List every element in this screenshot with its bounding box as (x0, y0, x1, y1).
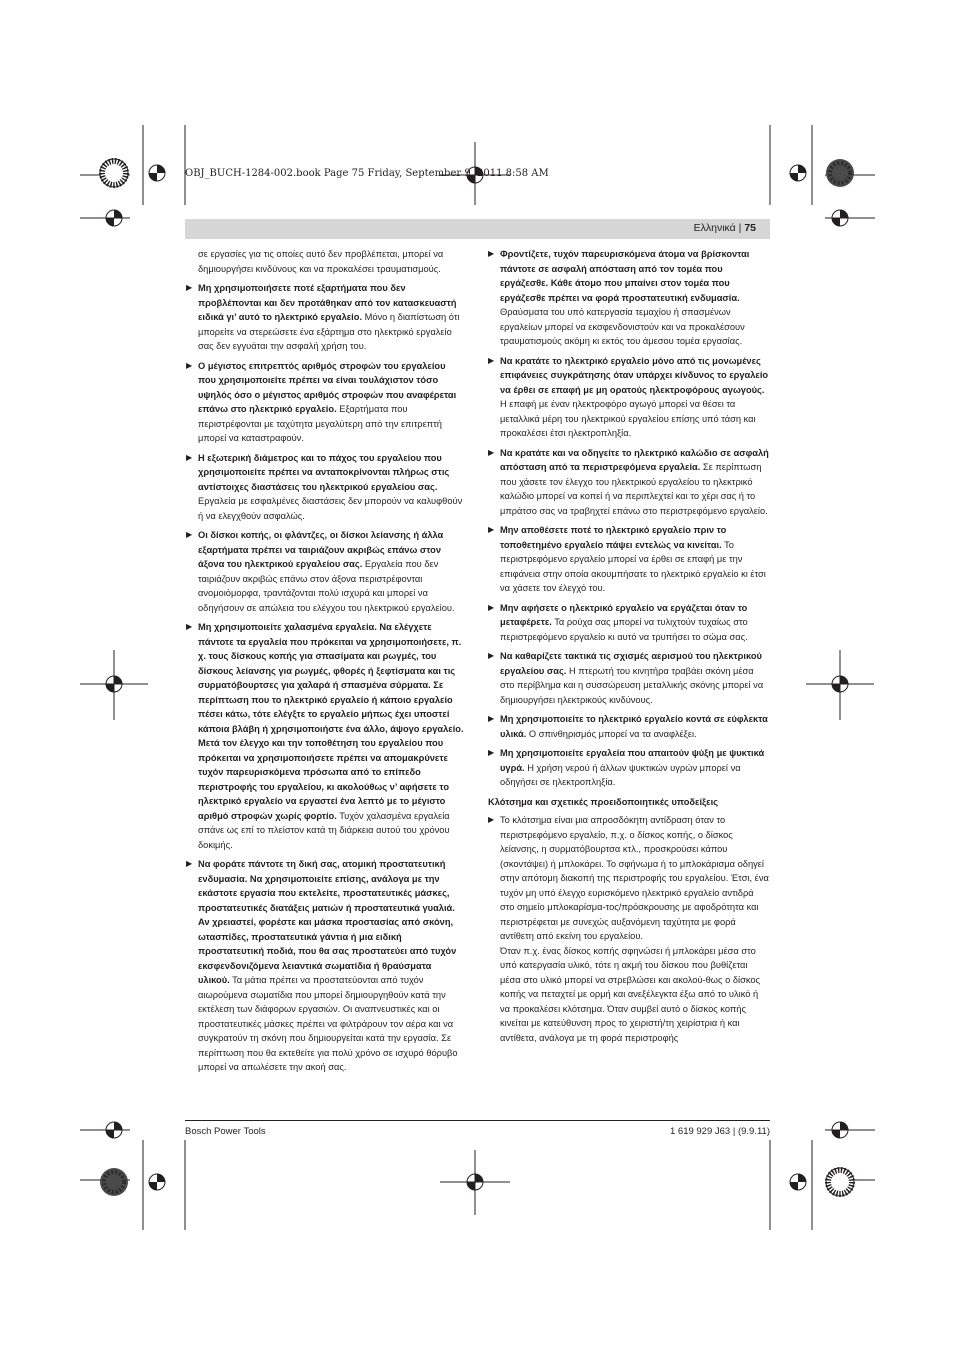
kickback-example-paragraph: Όταν π.χ. ένας δίσκος κοπής σφηνώσει ή μπλοκάρει μέσα στο υπό κατεργασία υλικό, τότε η ακμή του δίσκου που βυθίζεται μέσα στο υλικό μπορεί να στρεβλώσει και ακολού-θως ο δίσκος κοπής να πεταχτεί με ορμή και ανεξέλεγκτα έξω από το υλικό ή να προκαλέσει κλότσημα. Όταν συμβεί αυτό ο δίσκος κοπής κινείται με κατεύθυνση προς το χειριστή/τη χειρίστρια ή και αντίθετα, ανάλογα με τη φορά περιστροφής (500, 945, 761, 1043)
item-text: Σε περίπτωση που χάσετε τον έλεγχο του ηλεκτρικού εργαλείου το ηλεκτρικό καλώδιο μπορεί να κοπεί ή να περιπλεχτεί και το χέρι σας ή το μπράτσο σας να τραβηχτεί επάνω στο περιστρεφόμενο εργαλείο. (500, 462, 768, 516)
header-separator: | (738, 222, 742, 234)
item-bold-text: Μη χρησιμοποιείτε εργαλεία που απαιτούν ψύξη με ψυκτικά υγρά. (500, 748, 765, 773)
list-item (488, 247, 770, 349)
item-bold-text: Να κρατάτε το ηλεκτρικό εργαλείο μόνο από τις μονωμένες επιφάνειες συγκράτησης όταν υπάρχει κίνδυνος το εργαλείο να έρθει σε επαφή με μη ορατούς ηλεκτροφόρους αγωγούς. (500, 355, 769, 395)
running-header (185, 219, 770, 239)
list-item (488, 649, 770, 707)
bullet-triangle-icon: ▶ (186, 622, 193, 631)
bullet-triangle-icon: ▶ (488, 602, 495, 612)
print-slug-line: OBJ_BUCH-1284-002.book Page 75 Friday, September 9, 2011 8:58 AM (185, 168, 549, 179)
item-text: Θραύσματα του υπό κατεργασία τεμαχίου ή σπασμένων εργαλείων μπορεί να εκσφενδονιστούν και να προκαλέσουν τραυματισμούς ακόμη κι εκτός του άμεσου τομέα εργασίας. (500, 307, 745, 346)
item-text: Εργαλεία με εσφαλμένες διαστάσεις δεν μπορούν να καλυφθούν ή να ελεγχθούν ασφαλώς. (198, 496, 463, 521)
item-bold-text: Να καθαρίζετε τακτικά τις σχισμές αερισμού του ηλεκτρικού εργαλείου σας. (500, 651, 762, 676)
right-column (488, 247, 770, 1045)
list-item (186, 528, 464, 615)
footer-doc-number: 1 619 929 J63 | (9.9.11) (669, 1126, 770, 1137)
bullet-triangle-icon: ▶ (186, 283, 193, 292)
item-text: Η χρήση νερού ή άλλων ψυκτικών υγρών μπορεί να οδηγήσει σε ηλεκτροπληξία. (500, 762, 741, 787)
left-column (186, 247, 464, 1080)
bullet-triangle-icon: ▶ (186, 360, 193, 370)
bullet-triangle-icon: ▶ (488, 815, 495, 824)
list-item (186, 451, 464, 524)
bullet-triangle-icon: ▶ (488, 525, 495, 534)
item-bold-text: Να κρατάτε και να οδηγείτε το ηλεκτρικό καλώδιο σε ασφαλή απόσταση από τα περιστρεφόμενα εργαλεία. (500, 447, 769, 472)
list-item (488, 813, 770, 944)
list-item (488, 746, 770, 790)
bullet-triangle-icon: ▶ (488, 447, 495, 457)
continuation-paragraph: σε εργασίες για τις οποίες αυτό δεν προβλέπεται, μπορεί να δημιουργήσει κινδύνους και να προκαλέσει τραυματισμούς. (198, 249, 444, 274)
header-text (694, 222, 756, 234)
section-heading: Κλότσημα και σχετικές προειδοποιητικές υποδείξεις (488, 796, 718, 807)
item-bold-text: Οι δίσκοι κοπής, οι φλάντζες, οι δίσκοι λείανσης ή άλλα εξαρτήματα πρέπει να ταιριάζουν ακριβώς επάνω στον άξονα του ηλεκτρικού εργαλείου σας. (198, 530, 444, 569)
item-text: Ο σπινθηρισμός μπορεί να τα αναφλέξει. (526, 728, 697, 739)
bullet-triangle-icon: ▶ (186, 452, 193, 462)
item-text: Τα ρούχα σας μπορεί να τυλιχτούν τυχαίως στο περιστρεφόμενο εργαλείο κι αυτό να τρυπήσει το σώμα σας. (500, 617, 748, 642)
item-bold-text: Μην αποθέσετε ποτέ το ηλεκτρικό εργαλείο πριν το τοποθετημένο εργαλείο πάψει εντελώς να κινείται. (500, 525, 727, 550)
list-item (488, 712, 770, 741)
bullet-triangle-icon: ▶ (488, 355, 495, 365)
list-item (186, 620, 464, 852)
item-text: Τα μάτια πρέπει να προστατεύονται από τυχόν αιωρούμενα σωματίδια που μπορεί δημιουργηθούν κατά την εκτέλεση των διάφορων εργασιών. Οι αναπνευστικές και οι προστατευτικές μάσκες πρέπει να φιλτράρουν τον αέρα και να συγκρατούν τη σκόνη που δημιουργείται κατά την εργασία. Σε περίπτωση που θα εκτεθείτε για πολύ χρόνο σε ισχυρό θόρυβο μπορεί να απωλέσετε την ακοή σας. (198, 975, 458, 1072)
item-text: Τυχόν χαλασμένα εργαλεία σπάνε ως επί το πλείστον κατά τη διάρκεια αυτού του χρόνου δοκιμής. (198, 810, 450, 850)
item-text: Εργαλεία που δεν ταιριάζουν ακριβώς επάνω στον άξονα περιστρέφονται ανομοιόμορφα, τραντάζονται πολύ ισχυρά και μπορεί να οδηγήσουν σε απώλεια του ελέγχου του ηλεκτρικού εργαλείου. (198, 559, 455, 613)
item-bold-text: Μη χρησιμοποιείτε χαλασμένα εργαλεία. Να ελέγχετε πάντοτε τα εργαλεία που πρόκειται να χρησιμοποιήσετε, π. χ. τους δίσκους κοπής για σπασίματα και ρωγμές, του δίσκους λείανσης για ρωγμές, φθορές ή ξεφτίσματα και τις συρματόβουρτσες για χαλαρά ή σπασμένα σύρματα. Σε περίπτωση που το ηλεκτρικό εργαλείο ή κάποιο εργαλείο πέσει κάτω, τότε ελέγξτε το εργαλείο μήπως έχει υποστεί κάποια βλάβη ή χρησιμοποιήστε ένα άλλο, άψογο εργαλείο. Μετά τον έλεγχο και την τοποθέτηση του εργαλείου που πρόκειται να χρησιμοποιήσετε πρέπει να απομακρύνετε τυχόν παρευρισκόμενα πρόσωπα από το επίπεδο περιστροφής του εργαλείου, κι ακολούθως ν’ αφήσετε το ηλεκτρικό εργαλείο να εργαστεί ένα λεπτό με το μέγιστο αριθμό στροφών χωρίς φορτίο. (198, 622, 464, 821)
bullet-triangle-icon: ▶ (488, 651, 495, 660)
item-bold-text: Μην αφήσετε ο ηλεκτρικό εργαλείο να εργάζεται όταν το μεταφέρετε. (500, 602, 748, 627)
list-item (186, 281, 464, 354)
list-item (186, 359, 464, 446)
item-text: Εξαρτήματα που περιστρέφονται με ταχύτητα μεγαλύτερη από την επιτρεπτή μπορεί να καταστραφούν. (198, 404, 442, 443)
item-text: Το περιστρεφόμενο εργαλείο μπορεί να έρθει σε επαφή με την επιφάνεια στην οποία ακουμπήσατε το ηλεκτρικό εργαλείο κι έτσι να χάσετε τον έλεγχό του. (500, 539, 766, 593)
list-item (186, 857, 464, 1075)
item-bold-text: Φροντίζετε, τυχόν παρευρισκόμενα άτομα να βρίσκονται πάντοτε σε ασφαλή απόσταση από τον τομέα που εργάζεσθε. Κάθε άτομο που μπαίνει στον τομέα που εργάζεσθε πρέπει να φορά προστατευτική ενδυμασία. (500, 249, 750, 303)
bullet-triangle-icon: ▶ (488, 249, 495, 258)
page-number: 75 (744, 222, 756, 234)
list-item (488, 523, 770, 596)
bullet-triangle-icon: ▶ (488, 714, 495, 723)
item-bold-text: Μη χρησιμοποιείτε το ηλεκτρικό εργαλείο κοντά σε εύφλεκτα υλικά. (500, 714, 768, 739)
item-bold-text: Μη χρησιμοποιήσετε ποτέ εξαρτήματα που δεν προβλέπονται και δεν προτάθηκαν από τον κατασκευαστή ειδικά γι’ αυτό το ηλεκτρικό εργαλείο. (198, 283, 457, 322)
item-text: Η επαφή με έναν ηλεκτροφόρο αγωγό μπορεί να θέσει τα μεταλλικά μέρη του ηλεκτρικού εργαλείου επίσης υπό τάση και προκαλέσει έτσι ηλεκτροπληξία. (500, 399, 756, 438)
item-text: Η πτερωτή του κινητήρα τραβάει σκόνη μέσα στο περίβλημα και η συσσώρευση μεταλλικής σκόνης μπορεί να δημιουργήσει ηλεκτρικούς κινδύνους. (500, 665, 764, 705)
footer-rule (185, 1120, 770, 1121)
kickback-intro-text: Το κλότσημα είναι μια απροσδόκητη αντίδραση όταν το περιστρεφόμενο εργαλείο, π.χ. ο δίσκος κοπής, ο δίσκος λείανσης, η συρματόβουρτσα κτλ., προσκρούσει κάπου (σκοντάψει) ή μπλοκάρει. Το σφήνωμα ή το μπλοκάρισμα οδηγεί στην απότομη διακοπή της περιστροφής του εργαλείου. Έτσι, ένα τυχόν μη υπό έλεγχο ευρισκόμενο ηλεκτρικό εργαλείο αντιδρά στο σημείο μπλοκαρίσμα-τος/πρόσκρουσης με αφοδρότητα και περιστρέφεται με συνεχώς αυξανόμενη ταχύτητα με φορά αντίθετη από εκείνη του εργαλείου. (500, 815, 769, 941)
item-bold-text: Να φοράτε πάντοτε τη δική σας, ατομική προστατευτική ενδυμασία. Να χρησιμοποιείτε επίσης, ανάλογα με την εκάστοτε εργασία που εκτελείτε, προστατευτικές μάσκες, προστατευτικές διατάξεις ματιών ή προστατευτικά γυαλιά. Αν χρειαστεί, φορέστε και μάσκα προστασίας από σκόνη, ωτασπίδες, προστατευτικά γάντια ή μια ειδική προστατευτική ποδιά, που θα σας προστατεύει από τυχόν εκσφενδονιζόμενα λειαντικά σωματίδια ή θραύσματα υλικού. (198, 859, 457, 985)
bullet-triangle-icon: ▶ (186, 530, 193, 539)
item-text: Μόνο η διαπίστωση ότι μπορείτε να στερεώσετε ένα εξάρτημα στο ηλεκτρικό εργαλείο σας δεν εγγυάται την ασφαλή χρήση του. (198, 312, 460, 351)
item-bold-text: Ο μέγιστος επιτρεπτός αριθμός στροφών του εργαλείου που χρησιμοποιείτε πρέπει να είναι τουλάχιστον τόσο υψηλός όσο ο μέγιστος αριθμός στροφών που αναφέρεται επάνω στο ηλεκτρικό εργαλείο. (198, 360, 457, 414)
list-item (488, 601, 770, 645)
header-language: Ελληνικά (693, 222, 736, 234)
bullet-triangle-icon: ▶ (186, 859, 193, 868)
bullet-triangle-icon: ▶ (488, 748, 495, 757)
footer-brand: Bosch Power Tools (185, 1126, 266, 1137)
list-item (488, 446, 770, 519)
list-item (488, 354, 770, 441)
item-bold-text: Η εξωτερική διάμετρος και το πάχος του εργαλείου που χρησιμοποιείτε πρέπει να ανταποκρίνονται πλήρως στις αντίστοιχες διαστάσεις του ηλεκτρικού εργαλείου σας. (198, 452, 450, 492)
